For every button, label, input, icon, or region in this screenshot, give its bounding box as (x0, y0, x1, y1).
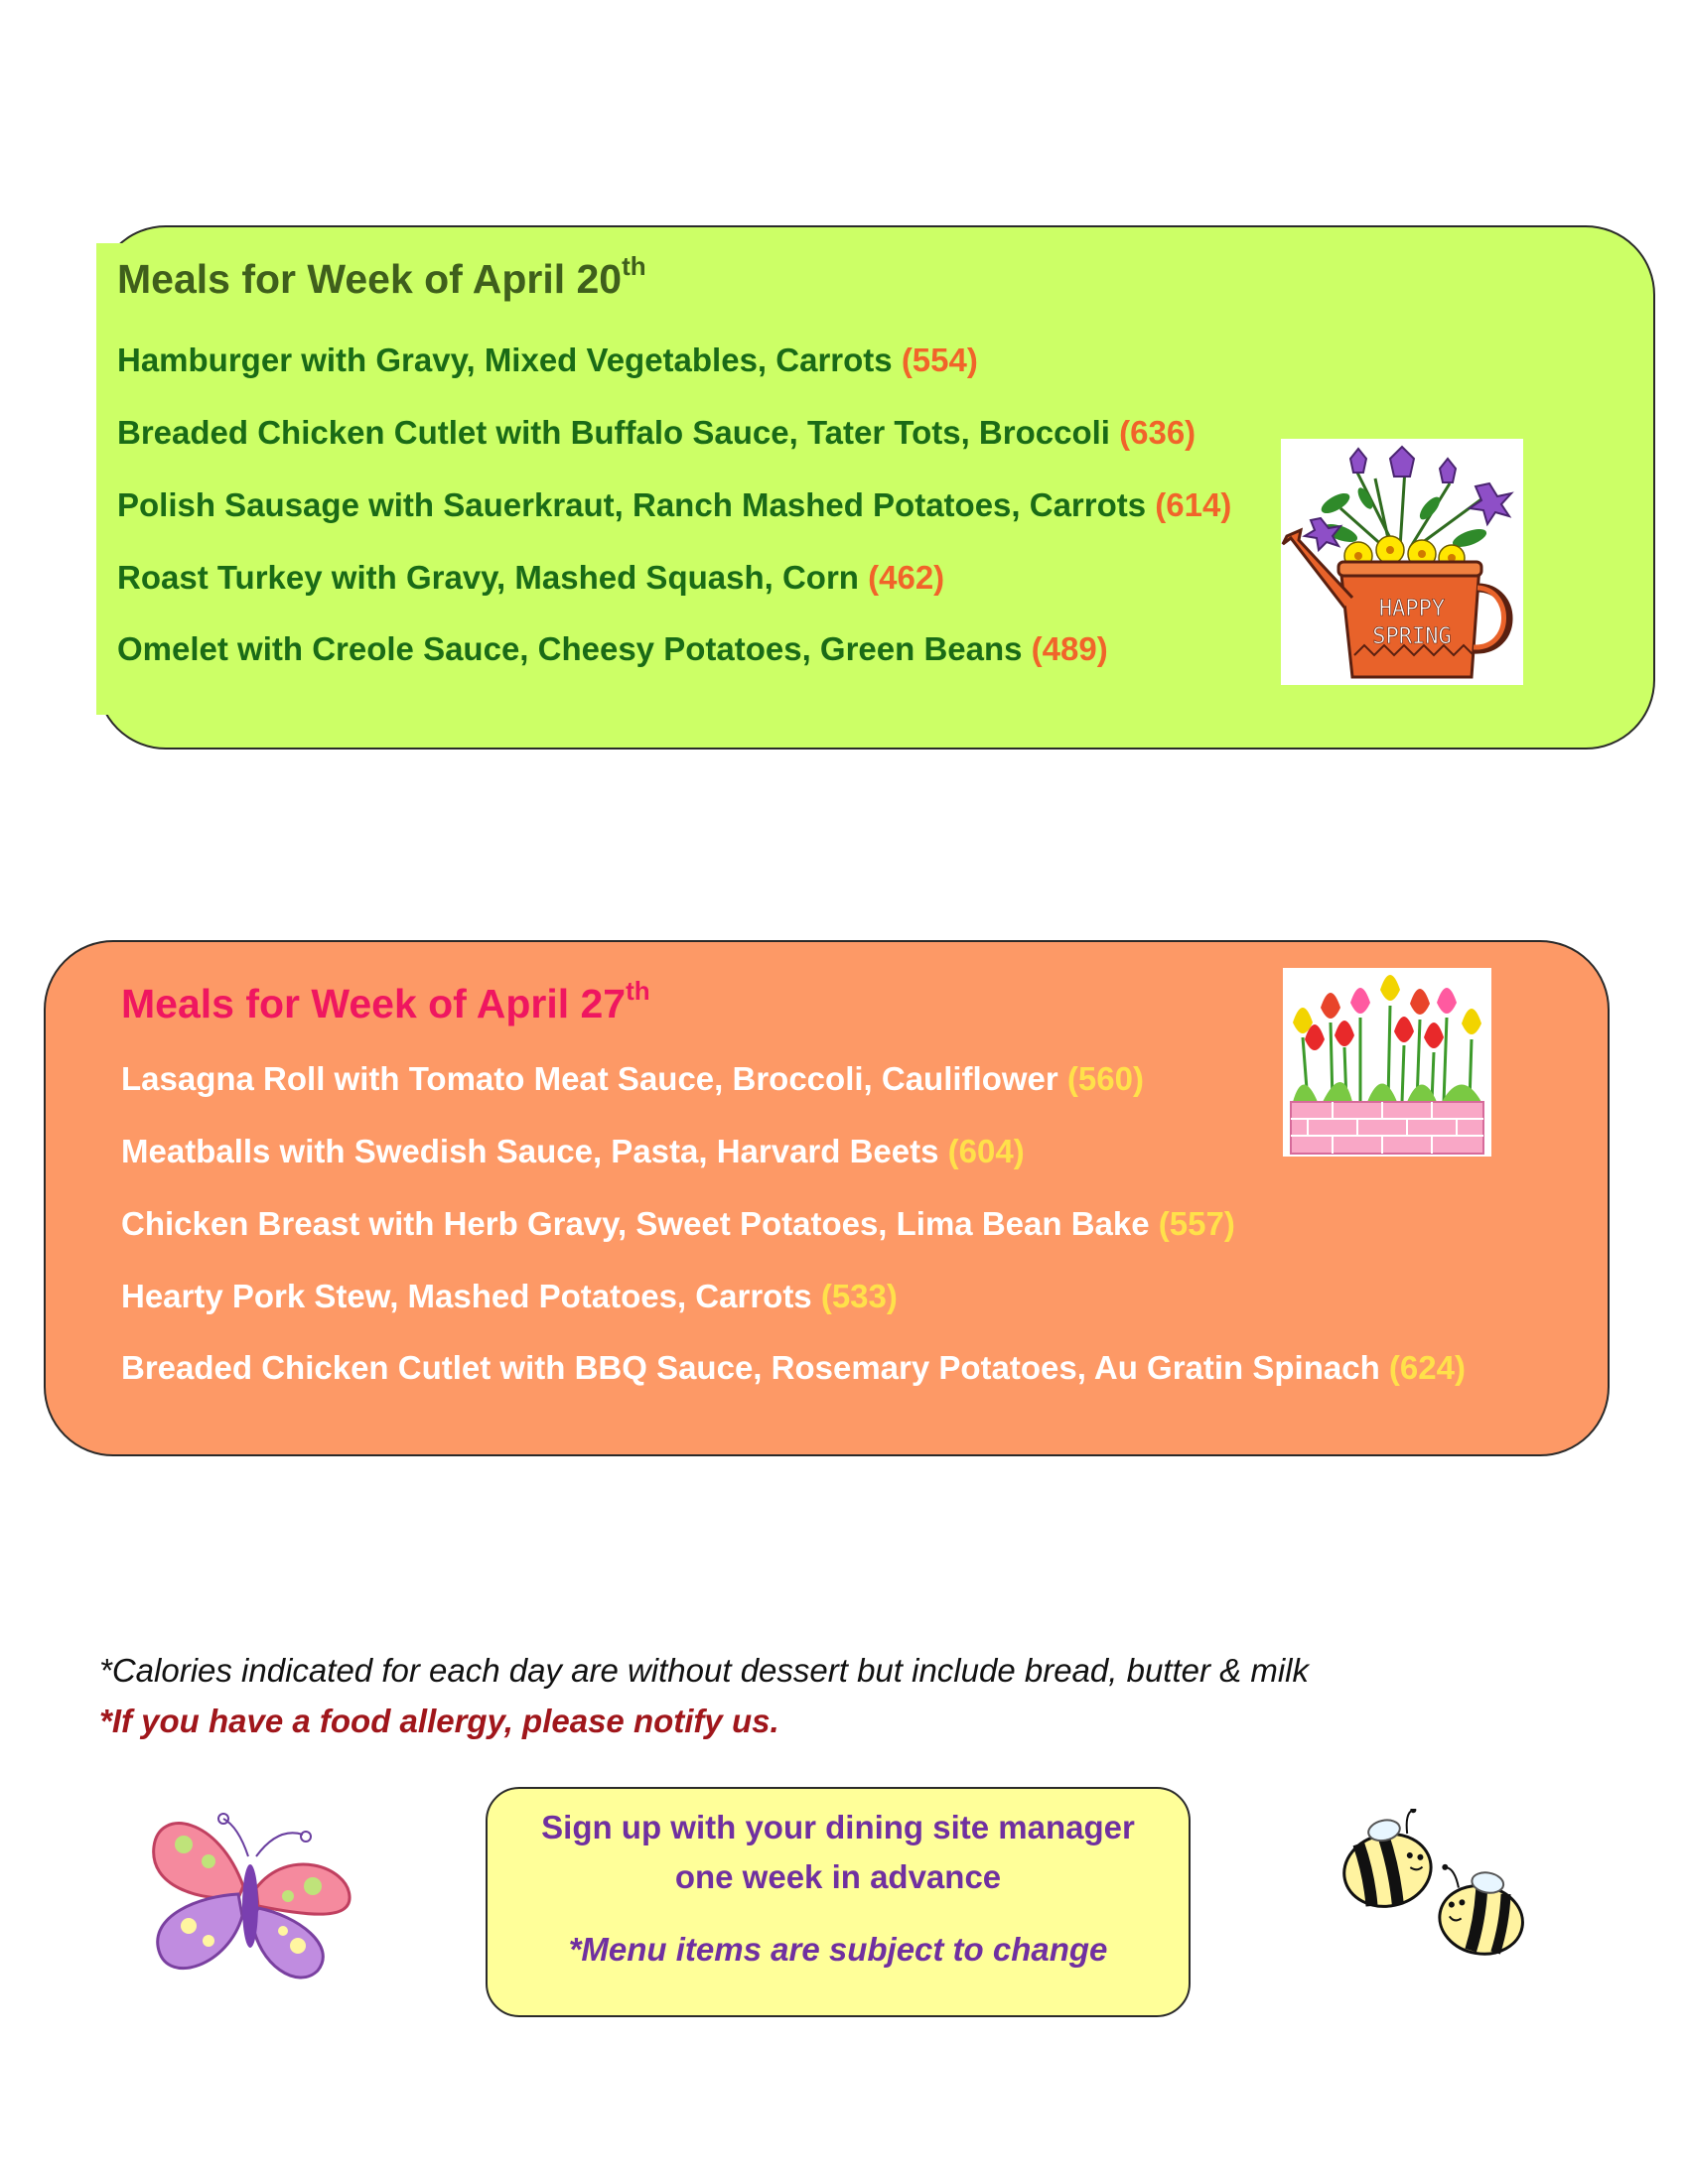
meal-text: Hearty Pork Stew, Mashed Potatoes, Carrots (121, 1278, 812, 1314)
week2-title-sup: th (626, 976, 650, 1006)
meal-text: Omelet with Creole Sauce, Cheesy Potatoes, Green Beans (117, 630, 1023, 667)
week2-meal-3 (121, 1205, 1235, 1243)
watering-can-illustration (1281, 439, 1523, 685)
meal-text: Meatballs with Swedish Sauce, Pasta, Harvard Beets (121, 1133, 939, 1169)
meal-text: Hamburger with Gravy, Mixed Vegetables, Carrots (117, 341, 893, 378)
week1-meal-3 (117, 486, 1231, 524)
menu-change-note: *Menu items are subject to change (568, 1931, 1108, 1968)
meal-calories: (636) (1119, 414, 1196, 451)
bees-icon (1333, 1809, 1537, 1968)
allergy-note: *If you have a food allergy, please notify us. (99, 1703, 779, 1739)
signup-box (486, 1787, 1191, 2017)
week1-title-text: Meals for Week of April 20 (117, 256, 623, 302)
signup-line-2: one week in advance (674, 1858, 1002, 1895)
meal-text: Roast Turkey with Gravy, Mashed Squash, Corn (117, 559, 859, 596)
meal-text: Breaded Chicken Cutlet with Buffalo Sauce, Tater Tots, Broccoli (117, 414, 1110, 451)
week1-meal-1 (117, 341, 978, 379)
week2-meal-2 (121, 1133, 1025, 1170)
week2-meal-4 (121, 1278, 898, 1315)
meal-calories: (557) (1158, 1205, 1235, 1242)
week2-meal-1 (121, 1060, 1144, 1098)
tulips-illustration (1283, 968, 1491, 1157)
meal-calories: (462) (868, 559, 945, 596)
signup-line-1: Sign up with your dining site manager (541, 1809, 1135, 1845)
week2-title (121, 976, 650, 1027)
meal-calories: (614) (1155, 486, 1232, 523)
week1-title-sup: th (622, 251, 646, 281)
week1-title (117, 251, 646, 303)
week2-title-text: Meals for Week of April 27 (121, 981, 627, 1026)
happy-text: HAPPY (1378, 597, 1446, 621)
meal-calories: (624) (1388, 1349, 1466, 1386)
week1-meal-4 (117, 559, 944, 597)
meal-calories: (554) (901, 341, 978, 378)
week1-meal-5 (117, 630, 1108, 668)
meal-text: Polish Sausage with Sauerkraut, Ranch Mashed Potatoes, Carrots (117, 486, 1147, 523)
butterfly-icon (139, 1807, 359, 1990)
spring-text: SPRING (1372, 624, 1452, 649)
meal-text: Breaded Chicken Cutlet with BBQ Sauce, Rosemary Potatoes, Au Gratin Spinach (121, 1349, 1380, 1386)
meal-text: Lasagna Roll with Tomato Meat Sauce, Broccoli, Cauliflower (121, 1060, 1058, 1097)
tulips-icon (1283, 968, 1491, 1157)
meal-calories: (560) (1066, 1060, 1144, 1097)
meal-calories: (489) (1031, 630, 1108, 667)
week2-meal-5 (121, 1349, 1466, 1387)
watering-can-icon (1281, 439, 1523, 685)
week1-meal-2 (117, 414, 1196, 452)
meal-calories: (533) (820, 1278, 898, 1314)
meal-calories: (604) (947, 1133, 1025, 1169)
bees-illustration (1333, 1809, 1537, 1968)
calories-note: *Calories indicated for each day are without dessert but include bread, butter & milk (99, 1652, 1309, 1689)
meal-text: Chicken Breast with Herb Gravy, Sweet Potatoes, Lima Bean Bake (121, 1205, 1150, 1242)
butterfly-illustration (139, 1807, 359, 1990)
